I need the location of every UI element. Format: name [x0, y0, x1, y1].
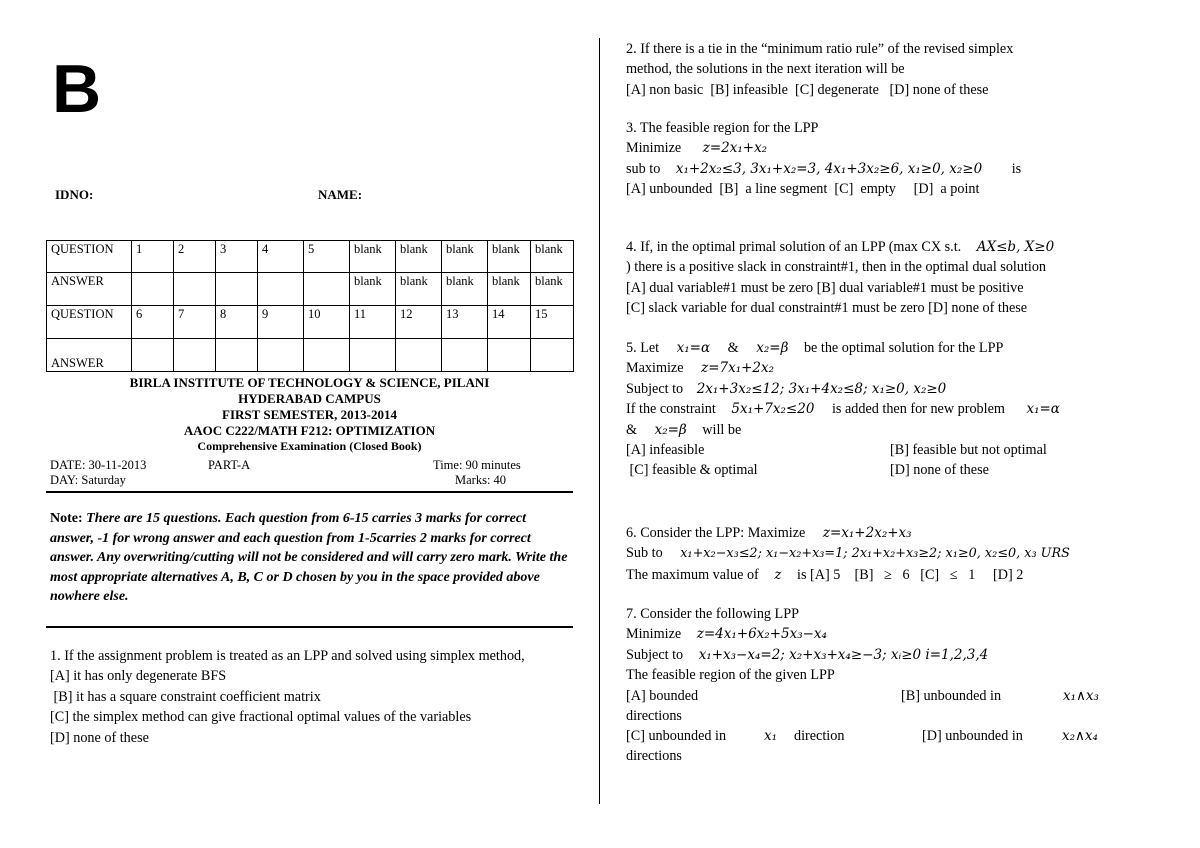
q1-option-d: [D] none of these: [50, 729, 149, 746]
q3-constraint-row: [626, 159, 1186, 179]
note-rule: [46, 626, 573, 628]
grid-cell: 15: [531, 306, 574, 339]
q6-max-text: The maximum value of: [626, 566, 759, 583]
q5-constraint-row: [626, 379, 1186, 399]
q2-stem-line2: method, the solutions in the next iteration will be: [626, 61, 905, 78]
q5-new-constraint-row: [626, 399, 1186, 419]
q3-objective-row: [626, 138, 1186, 158]
institute-name: BIRLA INSTITUTE OF TECHNOLOGY & SCIENCE, PILANI: [129, 375, 490, 390]
question-1: [50, 646, 572, 748]
q4-options-ab: [A] dual variable#1 must be zero [B] dual variable#1 must be positive: [626, 279, 1024, 296]
grid-row-answers-1: [47, 273, 574, 306]
column-divider: [599, 38, 600, 804]
answer-cell-2[interactable]: [174, 273, 216, 306]
q7-option-d: [D] unbounded in: [922, 728, 1023, 745]
question-5: [626, 338, 1186, 480]
q7-option-c: [C] unbounded in: [626, 728, 727, 745]
exam-date: DATE: 30-11-2013: [50, 458, 147, 472]
note-label: Note:: [50, 511, 83, 526]
grid-cell: blank: [488, 273, 531, 306]
q5-will-be-row: [626, 420, 1186, 440]
q4-options-cd: [C] slack variable for dual constraint#1 must be zero [D] none of these: [626, 300, 1028, 317]
q6-constraints: x₁+x₂−x₃≤2; x₁−x₂+x₃=1; 2x₁+x₂+x₃≥2; x₁≥0, x₂≤0, x₃ URS: [680, 546, 1070, 562]
answer-cell-4[interactable]: [258, 273, 304, 306]
q5-option-b: [B] feasible but not optimal: [890, 442, 1047, 459]
semester: FIRST SEMESTER, 2013-2014: [222, 407, 397, 422]
q7-option-a: [A] bounded: [626, 687, 699, 704]
q5-objective-row: [626, 358, 1186, 378]
q5-amp: &: [727, 340, 739, 356]
grid-cell: 4: [258, 241, 304, 273]
q2-options: [A] non basic [B] infeasible [C] degenerate [D] none of these: [626, 81, 989, 98]
q7-option-d-math: x₂∧x₄: [1062, 728, 1098, 745]
exam-part: PART-A: [208, 458, 251, 472]
q5-amp-2: &: [626, 421, 638, 438]
grid-row-questions-2: [47, 306, 574, 339]
answer-cell-10[interactable]: [304, 339, 350, 372]
q6-sub: Sub to: [626, 545, 663, 562]
q1-stem: 1. If the assignment problem is treated as an LPP and solved using simplex method,: [50, 648, 525, 664]
answer-grid: [46, 240, 574, 372]
question-7: [626, 604, 1186, 766]
grid-cell: 13: [442, 306, 488, 339]
grid-cell: 14: [488, 306, 531, 339]
q4-stem-line2: ) there is a positive slack in constraint#1, then in the optimal dual solution: [626, 259, 1047, 276]
q7-subject: Subject to: [626, 646, 684, 663]
grid-cell: QUESTION: [47, 306, 132, 339]
q6-stem-row: [626, 523, 1186, 543]
q5-option-c: [C] feasible & optimal: [626, 462, 758, 479]
q1-option-a: [A] it has only degenerate BFS: [50, 668, 227, 685]
q7-minimize: Minimize: [626, 626, 682, 643]
q5-subject: Subject to: [626, 380, 684, 397]
q5-objective: z=7x₁+2x₂: [701, 360, 775, 377]
instructions-note: [50, 509, 570, 607]
q5-alpha-2: x₁=α: [1026, 401, 1060, 418]
question-3: [626, 118, 1186, 200]
grid-cell: QUESTION: [47, 241, 132, 273]
q5-stem-row: [626, 338, 1186, 358]
q2-stem-line1: 2. If there is a tie in the “minimum ratio rule” of the revised simplex: [626, 41, 1014, 57]
q5-if-end: is added then for new problem: [831, 401, 1005, 418]
q4-math: AX≤b, X≥0: [976, 239, 1055, 255]
q3-minimize: Minimize: [626, 140, 682, 157]
answer-cell-15[interactable]: [531, 339, 574, 372]
answer-cell-8[interactable]: [216, 339, 258, 372]
q7-stem: 7. Consider the following LPP: [626, 606, 800, 622]
answer-cell-12[interactable]: [396, 339, 442, 372]
grid-cell: blank: [350, 273, 396, 306]
q5-options-cd: [626, 460, 1186, 480]
q4-stem: 4. If, in the optimal primal solution of an LPP (max CX s.t.: [626, 239, 962, 255]
grid-cell: 8: [216, 306, 258, 339]
q7-constraint-row: [626, 645, 1186, 665]
q5-let: 5. Let: [626, 340, 660, 356]
exam-header: [46, 375, 573, 454]
q5-constraints: 2x₁+3x₂≤12; 3x₁+4x₂≤8; x₁≥0, x₂≥0: [696, 380, 947, 397]
answer-cell-7[interactable]: [174, 339, 216, 372]
q7-objective: z=4x₁+6x₂+5x₃−x₄: [696, 626, 827, 643]
exam-type: Comprehensive Examination (Closed Book): [197, 439, 422, 453]
grid-cell: blank: [350, 241, 396, 273]
header-rule: [46, 491, 573, 493]
grid-cell: 3: [216, 241, 258, 273]
grid-row-questions-1: [47, 241, 574, 273]
q7-constraints: x₁+x₃−x₄=2; x₂+x₃+x₄≥−3; xᵢ≥0 i=1,2,3,4: [698, 646, 989, 663]
grid-row-answers-2: [47, 339, 574, 372]
q5-alpha: x₁=α: [676, 340, 711, 356]
q6-options-row: [626, 565, 1186, 585]
q1-option-c: [C] the simplex method can give fractional optimal values of the variables: [50, 709, 472, 726]
grid-cell: blank: [396, 273, 442, 306]
grid-cell: blank: [442, 241, 488, 273]
grid-cell: blank: [531, 273, 574, 306]
q3-objective: z=2x₁+x₂: [702, 140, 768, 157]
answer-cell-14[interactable]: [488, 339, 531, 372]
q3-options: [A] unbounded [B] a line segment [C] empty [D] a point: [626, 181, 980, 198]
grid-cell: 6: [132, 306, 174, 339]
course-code: AAOC C222/MATH F212: OPTIMIZATION: [183, 423, 436, 438]
q5-option-a: [A] infeasible: [626, 442, 705, 459]
q7-option-c-end: direction: [794, 728, 845, 745]
q3-is: is: [1011, 160, 1022, 177]
name-label: NAME:: [318, 187, 363, 202]
q7-options-cd: [626, 726, 1186, 746]
exam-marks: Marks: 40: [455, 473, 507, 487]
q5-beta: x₂=β: [756, 340, 789, 356]
grid-cell: 1: [132, 241, 174, 273]
q6-stem: 6. Consider the LPP: Maximize: [626, 525, 806, 541]
q1-option-b: [B] it has a square constraint coefficient matrix: [50, 688, 321, 705]
idno-label: IDNO:: [55, 187, 94, 202]
campus-name: HYDERABAD CAMPUS: [238, 391, 381, 406]
q6-z: z: [774, 566, 782, 583]
q4-stem-line1: [626, 237, 1186, 257]
grid-cell: 7: [174, 306, 216, 339]
question-6: [626, 523, 1186, 585]
q6-objective: z=x₁+2x₂+x₃: [822, 525, 912, 541]
answer-cell-6[interactable]: [132, 339, 174, 372]
q5-option-d: [D] none of these: [890, 462, 989, 479]
grid-cell: 10: [304, 306, 350, 339]
answer-cell-11[interactable]: [350, 339, 396, 372]
q5-beta-2: x₂=β: [654, 421, 687, 438]
q5-options-ab: [626, 440, 1186, 460]
answer-cell-9[interactable]: [258, 339, 304, 372]
answer-cell-13[interactable]: [442, 339, 488, 372]
q5-maximize: Maximize: [626, 360, 684, 377]
grid-cell: 9: [258, 306, 304, 339]
grid-cell: blank: [531, 241, 574, 273]
exam-time: Time: 90 minutes: [433, 458, 521, 472]
q3-stem: 3. The feasible region for the LPP: [626, 120, 819, 136]
answer-cell-3[interactable]: [216, 273, 258, 306]
question-set-letter: B: [52, 51, 102, 127]
q7-option-c-math: x₁: [764, 728, 778, 745]
q7-option-b-math: x₁∧x₃: [1063, 687, 1099, 704]
q3-subto: sub to: [626, 160, 661, 177]
q5-stem-end: be the optimal solution for the LPP: [803, 340, 1004, 356]
question-4: [626, 237, 1186, 319]
grid-cell: 5: [304, 241, 350, 273]
grid-cell: ANSWER: [47, 339, 132, 372]
q7-option-b: [B] unbounded in: [901, 687, 1002, 704]
exam-day: DAY: Saturday: [50, 473, 126, 487]
grid-cell: ANSWER: [47, 273, 132, 306]
q7-region: The feasible region of the given LPP: [626, 667, 835, 684]
q5-will-be: will be: [702, 421, 742, 438]
q3-constraints: x₁+2x₂≤3, 3x₁+x₂=3, 4x₁+3x₂≥6, x₁≥0, x₂≥0: [675, 160, 983, 177]
q5-new-constraint: 5x₁+7x₂≤20: [731, 401, 815, 418]
answer-cell-1[interactable]: [132, 273, 174, 306]
note-text: There are 15 questions. Each question from 6-15 carries 3 marks for correct answer, -1 for wrong answer and each question from 1-5carries 2 marks for correct answer. Any overwriting/cutting will not be considered and will carry zero mark. Write the most appropriate alternatives A, B, C or D chosen by you in the space provided above nowhere else.: [50, 511, 568, 605]
q7-options-ab: [626, 686, 1186, 706]
grid-cell: blank: [442, 273, 488, 306]
question-2: [626, 39, 1186, 100]
q7-directions-1: directions: [626, 707, 682, 724]
grid-cell: 11: [350, 306, 396, 339]
grid-cell: blank: [396, 241, 442, 273]
grid-cell: 12: [396, 306, 442, 339]
q7-directions-2: directions: [626, 748, 682, 765]
q6-constraint-row: [626, 543, 1186, 564]
q7-objective-row: [626, 624, 1186, 644]
grid-cell: 2: [174, 241, 216, 273]
q5-if-text: If the constraint: [626, 401, 716, 418]
answer-cell-5[interactable]: [304, 273, 350, 306]
grid-cell: blank: [488, 241, 531, 273]
q6-options: is [A] 5 [B] ≥ 6 [C] ≤ 1 [D] 2: [797, 566, 1024, 583]
